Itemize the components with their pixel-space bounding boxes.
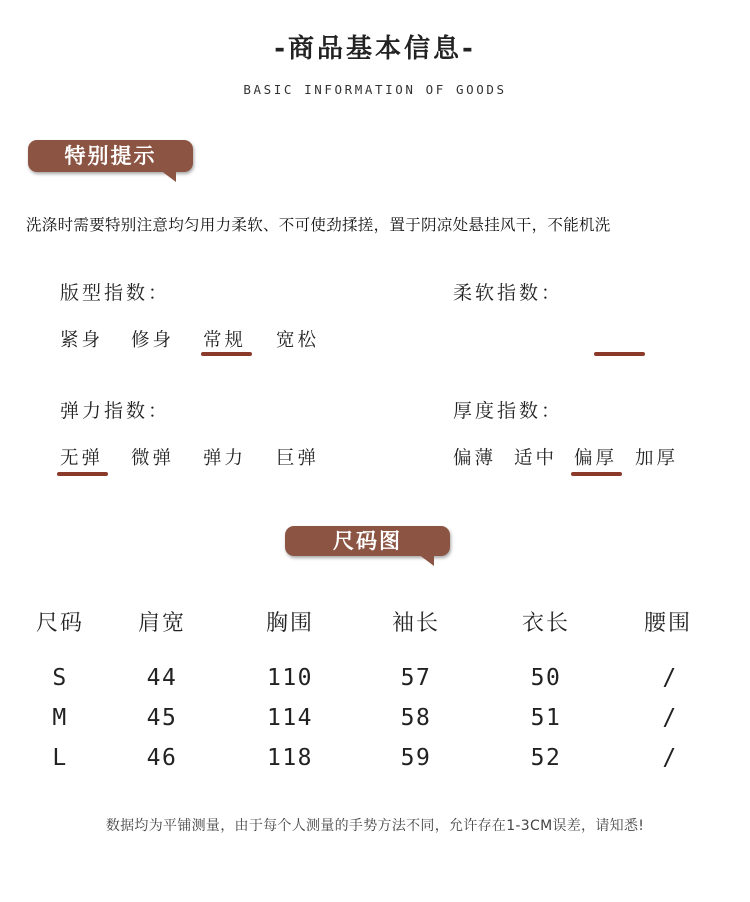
special-notice-tag-tail (160, 170, 176, 182)
table-header-chest: 胸围 (265, 611, 314, 636)
table-cell: 50 (530, 665, 562, 691)
table-cell: 110 (266, 665, 314, 691)
page-subtitle: BASIC INFORMATION OF GOODS (243, 82, 507, 97)
table-cell: 51 (530, 705, 562, 731)
table-cell: / (662, 665, 678, 691)
table-header-waist: 腰围 (643, 611, 692, 636)
special-notice-tag: 特别提示 (28, 140, 193, 172)
table-cell: 52 (530, 745, 562, 771)
elasticity-option-super: 巨弹 (276, 448, 320, 469)
elasticity-selected-underline (57, 472, 108, 476)
fit-option-loose: 宽松 (276, 330, 320, 351)
table-header-shoulder: 肩宽 (137, 611, 186, 636)
table-cell: 45 (146, 705, 178, 731)
table-cell: 57 (400, 665, 432, 691)
elasticity-index-label: 弹力指数： (60, 400, 171, 422)
measurement-footnote: 数据均为平铺测量，由于每个人测量的手势方法不同，允许存在1-3CM误差，请知悉! (105, 818, 645, 834)
softness-index-label: 柔软指数： (453, 282, 564, 304)
table-cell: 58 (400, 705, 432, 731)
fit-selected-underline (201, 352, 252, 356)
thickness-option-medium: 适中 (514, 448, 558, 469)
table-cell: L (52, 745, 68, 771)
fit-option-regular: 常规 (203, 330, 247, 351)
size-chart-tag-tail (418, 554, 434, 566)
thickness-option-thick: 偏厚 (574, 448, 618, 469)
table-cell: 114 (266, 705, 314, 731)
thickness-option-extra-thick: 加厚 (635, 448, 679, 469)
table-cell: / (662, 745, 678, 771)
softness-selected-underline (594, 352, 645, 356)
table-header-size: 尺码 (35, 611, 84, 636)
table-cell: 118 (266, 745, 314, 771)
fit-index-label: 版型指数： (60, 282, 171, 304)
table-cell: 59 (400, 745, 432, 771)
table-cell: M (52, 705, 68, 731)
thickness-option-thin: 偏薄 (453, 448, 497, 469)
elasticity-option-stretch: 弹力 (203, 448, 247, 469)
fit-option-slim: 修身 (131, 330, 175, 351)
thickness-index-label: 厚度指数： (453, 400, 564, 422)
care-instructions: 洗涤时需要特别注意均匀用力柔软、不可使劲揉搓，置于阴凉处悬挂风干，不能机洗 (26, 216, 611, 234)
elasticity-option-none: 无弹 (60, 448, 104, 469)
table-header-sleeve: 袖长 (391, 611, 440, 636)
table-cell: / (662, 705, 678, 731)
table-cell: S (52, 665, 68, 691)
elasticity-option-slight: 微弹 (131, 448, 175, 469)
table-cell: 44 (146, 665, 178, 691)
thickness-selected-underline (571, 472, 622, 476)
table-header-length: 衣长 (521, 611, 570, 636)
fit-option-tight: 紧身 (60, 330, 104, 351)
size-chart-tag: 尺码图 (285, 526, 450, 556)
page-title: -商品基本信息- (274, 34, 476, 64)
table-cell: 46 (146, 745, 178, 771)
